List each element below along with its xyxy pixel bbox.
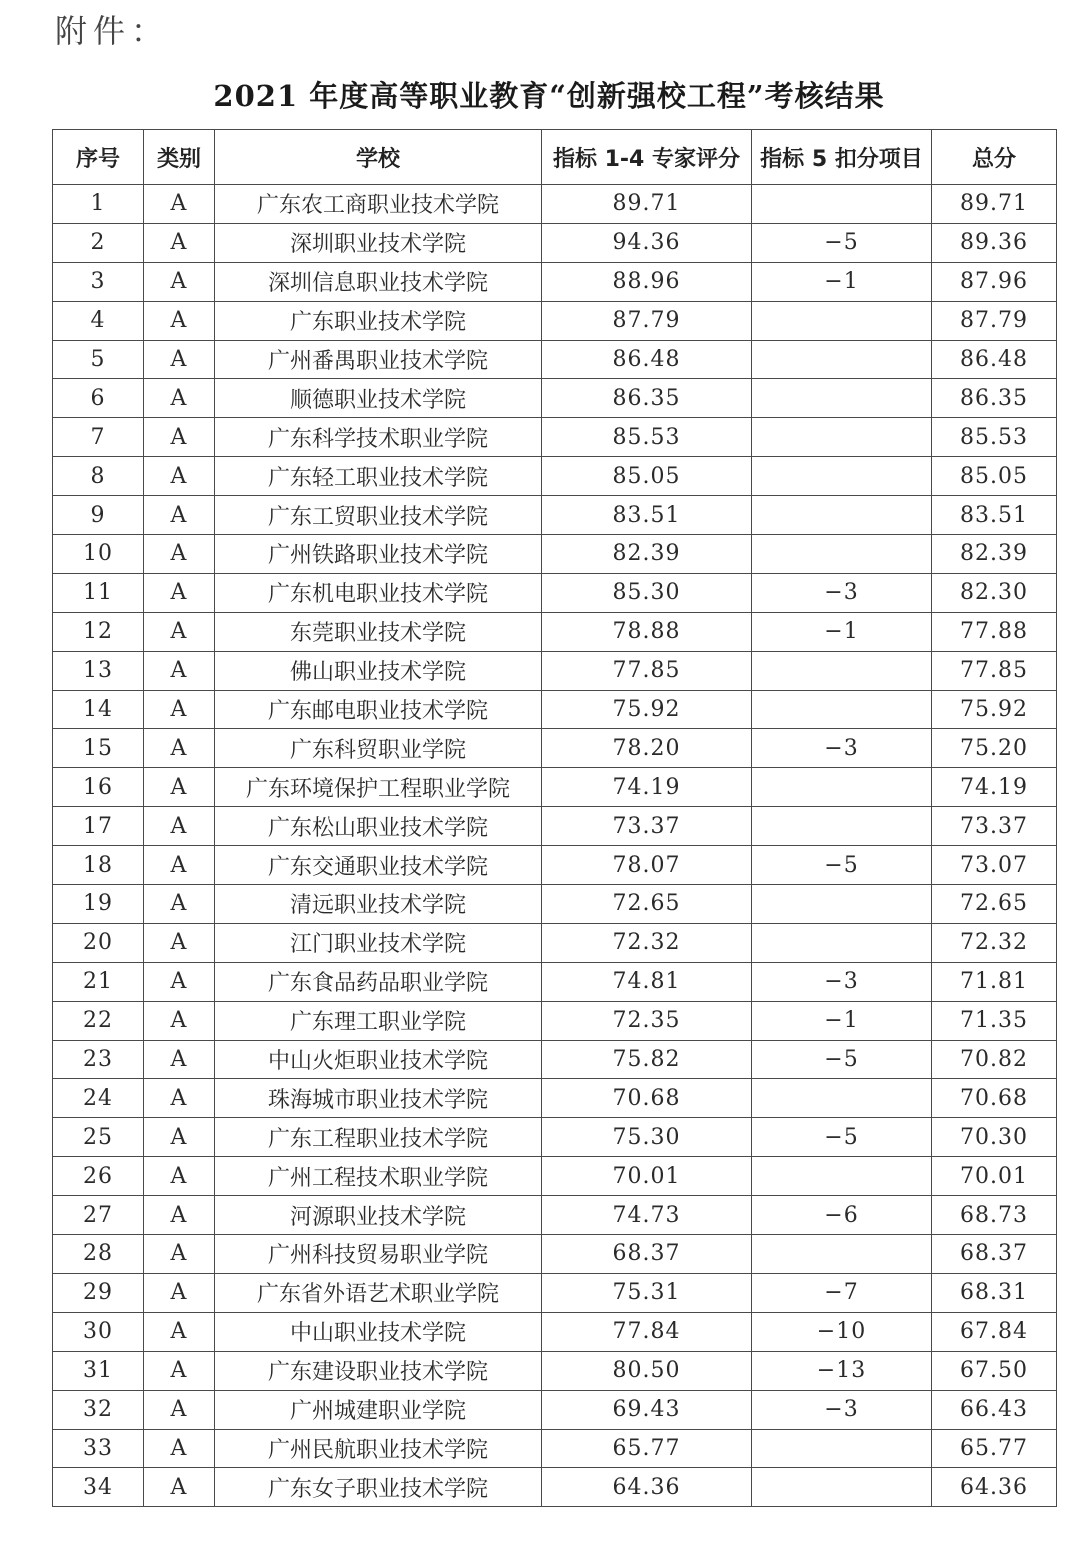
school-name-cell: 深圳信息职业技术学院 [215,262,542,301]
total-score-cell: 70.01 [932,1157,1057,1196]
deduction-cell [752,768,932,807]
table-row [53,1118,1057,1157]
row-number-cell: 8 [53,457,144,496]
total-score-cell: 85.05 [932,457,1057,496]
expert-score-cell: 72.32 [542,923,752,962]
table-row [53,962,1057,1001]
table-row [53,729,1057,768]
school-name-cell: 广东轻工职业技术学院 [215,457,542,496]
school-name-cell: 江门职业技术学院 [215,923,542,962]
category-cell: A [144,846,215,885]
school-name-cell: 广东科学技术职业学院 [215,418,542,457]
table-row [53,807,1057,846]
expert-score-cell: 85.30 [542,573,752,612]
category-cell: A [144,535,215,574]
category-cell: A [144,185,215,224]
table-row [53,1235,1057,1274]
deduction-cell [752,418,932,457]
table-row [53,185,1057,224]
table-row [53,496,1057,535]
row-number-cell: 9 [53,496,144,535]
category-cell: A [144,1040,215,1079]
school-name-cell: 深圳职业技术学院 [215,223,542,262]
category-cell: A [144,496,215,535]
school-name-cell: 河源职业技术学院 [215,1196,542,1235]
total-score-cell: 85.53 [932,418,1057,457]
total-score-cell: 86.35 [932,379,1057,418]
row-number-cell: 26 [53,1157,144,1196]
expert-score-cell: 89.71 [542,185,752,224]
total-score-cell: 77.85 [932,651,1057,690]
table-header-row [53,130,1057,185]
deduction-cell: −5 [752,1040,932,1079]
deduction-cell: −7 [752,1273,932,1312]
total-score-cell: 87.96 [932,262,1057,301]
school-name-cell: 顺德职业技术学院 [215,379,542,418]
table-row [53,1390,1057,1429]
row-number-cell: 4 [53,301,144,340]
total-score-cell: 73.07 [932,846,1057,885]
column-header-no: 序号 [53,130,144,185]
row-number-cell: 13 [53,651,144,690]
row-number-cell: 16 [53,768,144,807]
total-score-cell: 66.43 [932,1390,1057,1429]
deduction-cell: −3 [752,962,932,1001]
row-number-cell: 12 [53,612,144,651]
deduction-cell [752,1468,932,1507]
school-name-cell: 广东理工职业学院 [215,1001,542,1040]
deduction-cell [752,651,932,690]
row-number-cell: 7 [53,418,144,457]
table-row [53,846,1057,885]
school-name-cell: 广州番禺职业技术学院 [215,340,542,379]
row-number-cell: 17 [53,807,144,846]
expert-score-cell: 75.82 [542,1040,752,1079]
total-score-cell: 75.92 [932,690,1057,729]
total-score-cell: 73.37 [932,807,1057,846]
expert-score-cell: 80.50 [542,1351,752,1390]
table-row [53,301,1057,340]
school-name-cell: 广州民航职业技术学院 [215,1429,542,1468]
school-name-cell: 广东省外语艺术职业学院 [215,1273,542,1312]
school-name-cell: 广东职业技术学院 [215,301,542,340]
expert-score-cell: 74.81 [542,962,752,1001]
deduction-cell: −5 [752,223,932,262]
total-score-cell: 87.79 [932,301,1057,340]
school-name-cell: 佛山职业技术学院 [215,651,542,690]
column-header-total: 总分 [932,130,1057,185]
expert-score-cell: 94.36 [542,223,752,262]
school-name-cell: 广东松山职业技术学院 [215,807,542,846]
school-name-cell: 广东工贸职业技术学院 [215,496,542,535]
table-row [53,573,1057,612]
table-row [53,1273,1057,1312]
row-number-cell: 27 [53,1196,144,1235]
table-row [53,1468,1057,1507]
deduction-cell [752,923,932,962]
total-score-cell: 68.37 [932,1235,1057,1274]
table-row [53,885,1057,924]
row-number-cell: 23 [53,1040,144,1079]
category-cell: A [144,340,215,379]
category-cell: A [144,1079,215,1118]
table-row [53,379,1057,418]
expert-score-cell: 85.53 [542,418,752,457]
deduction-cell: −1 [752,262,932,301]
category-cell: A [144,885,215,924]
row-number-cell: 34 [53,1468,144,1507]
table-row [53,612,1057,651]
table-row [53,1157,1057,1196]
expert-score-cell: 88.96 [542,262,752,301]
column-header-category: 类别 [144,130,215,185]
school-name-cell: 广东工程职业技术学院 [215,1118,542,1157]
row-number-cell: 5 [53,340,144,379]
total-score-cell: 74.19 [932,768,1057,807]
table-row [53,1312,1057,1351]
expert-score-cell: 65.77 [542,1429,752,1468]
row-number-cell: 18 [53,846,144,885]
row-number-cell: 21 [53,962,144,1001]
deduction-cell [752,185,932,224]
category-cell: A [144,457,215,496]
school-name-cell: 广州城建职业学院 [215,1390,542,1429]
expert-score-cell: 82.39 [542,535,752,574]
table-row [53,690,1057,729]
table-row [53,923,1057,962]
table-row [53,1196,1057,1235]
expert-score-cell: 69.43 [542,1390,752,1429]
category-cell: A [144,1351,215,1390]
category-cell: A [144,768,215,807]
total-score-cell: 67.50 [932,1351,1057,1390]
category-cell: A [144,962,215,1001]
deduction-cell: −3 [752,729,932,768]
deduction-cell: −6 [752,1196,932,1235]
deduction-cell: −3 [752,1390,932,1429]
column-header-expert-score: 指标 1-4 专家评分 [542,130,752,185]
deduction-cell [752,457,932,496]
expert-score-cell: 75.92 [542,690,752,729]
category-cell: A [144,1001,215,1040]
deduction-cell [752,1079,932,1118]
category-cell: A [144,301,215,340]
total-score-cell: 68.73 [932,1196,1057,1235]
expert-score-cell: 86.35 [542,379,752,418]
table-row [53,1001,1057,1040]
total-score-cell: 89.36 [932,223,1057,262]
expert-score-cell: 77.84 [542,1312,752,1351]
school-name-cell: 广州铁路职业技术学院 [215,535,542,574]
row-number-cell: 30 [53,1312,144,1351]
expert-score-cell: 78.88 [542,612,752,651]
category-cell: A [144,651,215,690]
table-body [53,185,1057,1507]
school-name-cell: 广东环境保护工程职业学院 [215,768,542,807]
category-cell: A [144,1390,215,1429]
row-number-cell: 19 [53,885,144,924]
row-number-cell: 28 [53,1235,144,1274]
table-row [53,1429,1057,1468]
deduction-cell [752,301,932,340]
expert-score-cell: 74.19 [542,768,752,807]
total-score-cell: 89.71 [932,185,1057,224]
total-score-cell: 77.88 [932,612,1057,651]
expert-score-cell: 70.68 [542,1079,752,1118]
deduction-cell: −1 [752,1001,932,1040]
total-score-cell: 72.65 [932,885,1057,924]
expert-score-cell: 72.65 [542,885,752,924]
school-name-cell: 中山职业技术学院 [215,1312,542,1351]
deduction-cell [752,1235,932,1274]
expert-score-cell: 74.73 [542,1196,752,1235]
category-cell: A [144,418,215,457]
expert-score-cell: 70.01 [542,1157,752,1196]
deduction-cell: −13 [752,1351,932,1390]
category-cell: A [144,807,215,846]
category-cell: A [144,1312,215,1351]
category-cell: A [144,1468,215,1507]
table-row [53,457,1057,496]
total-score-cell: 83.51 [932,496,1057,535]
table-row [53,1040,1057,1079]
expert-score-cell: 75.31 [542,1273,752,1312]
school-name-cell: 广东女子职业技术学院 [215,1468,542,1507]
total-score-cell: 82.30 [932,573,1057,612]
results-table [52,129,1057,1507]
school-name-cell: 广东食品药品职业学院 [215,962,542,1001]
table-row [53,1079,1057,1118]
total-score-cell: 64.36 [932,1468,1057,1507]
expert-score-cell: 77.85 [542,651,752,690]
total-score-cell: 70.68 [932,1079,1057,1118]
school-name-cell: 广东农工商职业技术学院 [215,185,542,224]
table-row [53,768,1057,807]
row-number-cell: 33 [53,1429,144,1468]
category-cell: A [144,690,215,729]
category-cell: A [144,1273,215,1312]
expert-score-cell: 78.20 [542,729,752,768]
deduction-cell [752,1157,932,1196]
category-cell: A [144,1118,215,1157]
category-cell: A [144,573,215,612]
expert-score-cell: 78.07 [542,846,752,885]
row-number-cell: 20 [53,923,144,962]
total-score-cell: 82.39 [932,535,1057,574]
row-number-cell: 3 [53,262,144,301]
row-number-cell: 25 [53,1118,144,1157]
category-cell: A [144,1235,215,1274]
table-row [53,418,1057,457]
school-name-cell: 广州工程技术职业学院 [215,1157,542,1196]
deduction-cell: −5 [752,846,932,885]
category-cell: A [144,1429,215,1468]
total-score-cell: 75.20 [932,729,1057,768]
category-cell: A [144,1157,215,1196]
total-score-cell: 86.48 [932,340,1057,379]
school-name-cell: 广州科技贸易职业学院 [215,1235,542,1274]
total-score-cell: 67.84 [932,1312,1057,1351]
deduction-cell: −5 [752,1118,932,1157]
row-number-cell: 10 [53,535,144,574]
table-row [53,262,1057,301]
expert-score-cell: 64.36 [542,1468,752,1507]
attachment-label: 附件： [55,12,170,50]
table-row [53,1351,1057,1390]
row-number-cell: 6 [53,379,144,418]
total-score-cell: 68.31 [932,1273,1057,1312]
total-score-cell: 70.30 [932,1118,1057,1157]
column-header-deduction: 指标 5 扣分项目 [752,130,932,185]
row-number-cell: 15 [53,729,144,768]
total-score-cell: 71.35 [932,1001,1057,1040]
row-number-cell: 24 [53,1079,144,1118]
deduction-cell [752,496,932,535]
school-name-cell: 广东邮电职业技术学院 [215,690,542,729]
deduction-cell: −10 [752,1312,932,1351]
row-number-cell: 2 [53,223,144,262]
category-cell: A [144,262,215,301]
expert-score-cell: 72.35 [542,1001,752,1040]
row-number-cell: 32 [53,1390,144,1429]
row-number-cell: 1 [53,185,144,224]
school-name-cell: 珠海城市职业技术学院 [215,1079,542,1118]
school-name-cell: 广东交通职业技术学院 [215,846,542,885]
deduction-cell [752,1429,932,1468]
school-name-cell: 东莞职业技术学院 [215,612,542,651]
deduction-cell [752,379,932,418]
deduction-cell [752,535,932,574]
category-cell: A [144,729,215,768]
expert-score-cell: 86.48 [542,340,752,379]
expert-score-cell: 68.37 [542,1235,752,1274]
total-score-cell: 65.77 [932,1429,1057,1468]
row-number-cell: 31 [53,1351,144,1390]
row-number-cell: 22 [53,1001,144,1040]
total-score-cell: 72.32 [932,923,1057,962]
table-row [53,223,1057,262]
table-row [53,651,1057,690]
deduction-cell [752,690,932,729]
expert-score-cell: 85.05 [542,457,752,496]
category-cell: A [144,223,215,262]
school-name-cell: 广东建设职业技术学院 [215,1351,542,1390]
row-number-cell: 11 [53,573,144,612]
row-number-cell: 14 [53,690,144,729]
column-header-school: 学校 [215,130,542,185]
expert-score-cell: 73.37 [542,807,752,846]
expert-score-cell: 83.51 [542,496,752,535]
expert-score-cell: 75.30 [542,1118,752,1157]
deduction-cell: −3 [752,573,932,612]
category-cell: A [144,612,215,651]
school-name-cell: 广东科贸职业学院 [215,729,542,768]
expert-score-cell: 87.79 [542,301,752,340]
row-number-cell: 29 [53,1273,144,1312]
total-score-cell: 71.81 [932,962,1057,1001]
deduction-cell [752,885,932,924]
school-name-cell: 中山火炬职业技术学院 [215,1040,542,1079]
category-cell: A [144,1196,215,1235]
total-score-cell: 70.82 [932,1040,1057,1079]
category-cell: A [144,923,215,962]
table-row [53,535,1057,574]
school-name-cell: 广东机电职业技术学院 [215,573,542,612]
deduction-cell [752,340,932,379]
deduction-cell [752,807,932,846]
category-cell: A [144,379,215,418]
deduction-cell: −1 [752,612,932,651]
table-row [53,340,1057,379]
school-name-cell: 清远职业技术学院 [215,885,542,924]
document-title: 2021 年度高等职业教育“创新强校工程”考核结果 [213,79,885,113]
